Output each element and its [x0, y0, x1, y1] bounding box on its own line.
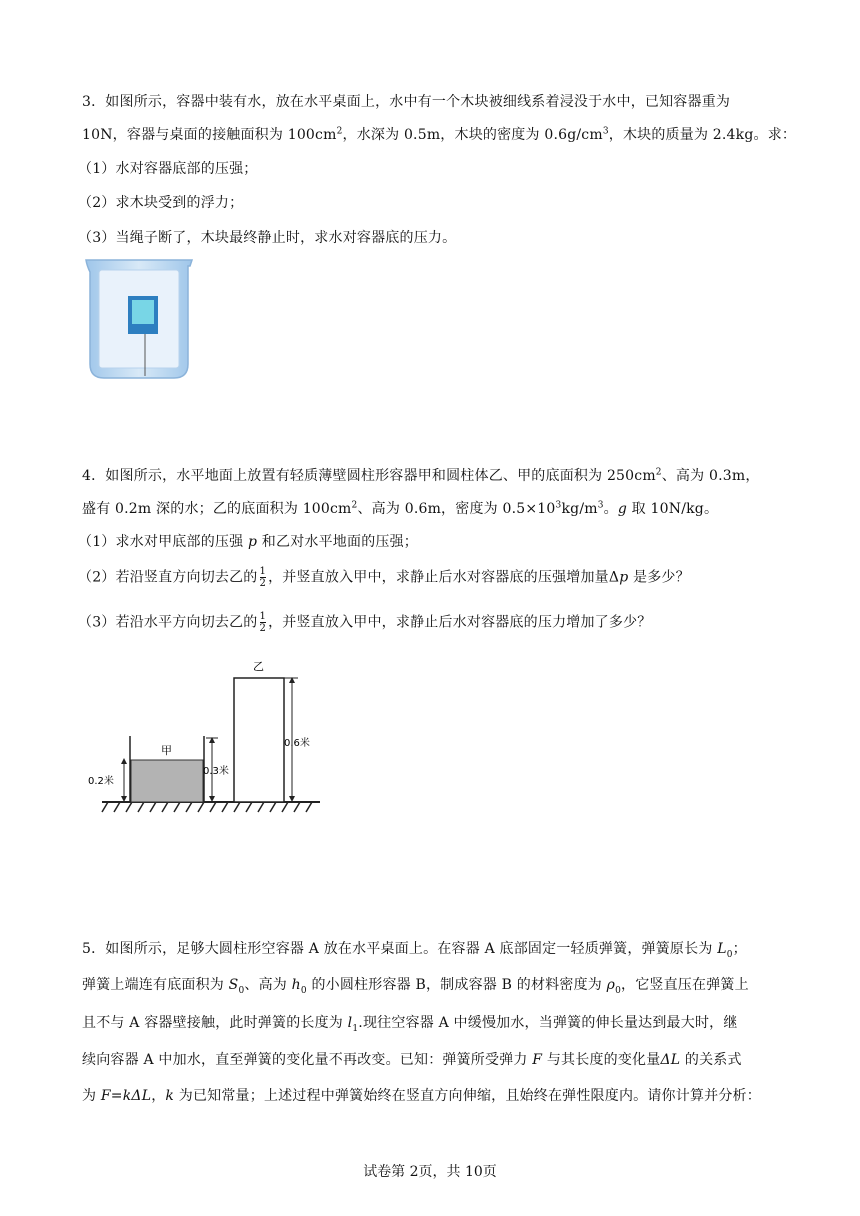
water	[131, 760, 203, 802]
q4-part-2: （2）若沿竖直方向切去乙的 $\frac{1}{2}$ ，并竖直放入甲中，求静止后水对容器底的压强增加量Δp 是多少？	[78, 566, 690, 589]
label-0-2: 0.2米	[88, 776, 114, 787]
label-0-6: 0.6米	[284, 738, 310, 749]
q5-line-5: 为 F=kΔL，k 为已知常量；上述过程中弹簧始终在竖直方向伸缩，且始终在弹性限度内。请你计算并分析：	[82, 1088, 761, 1104]
page-footer: 试卷第 2页，共 10页	[363, 1164, 497, 1180]
q3-line-1: 3．如图所示，容器中装有水，放在水平桌面上，水中有一个木块被细线系着浸没于水中，已知容器重为	[82, 94, 731, 110]
q3-part-1: （1）水对容器底部的压强；	[78, 161, 258, 177]
beaker-figure	[84, 256, 196, 382]
q5-line-4: 续向容器 A 中加水，直至弹簧的变化量不再改变。已知：弹簧所受弹力 F 与其长度的变化量ΔL 的关系式	[82, 1052, 742, 1068]
fraction-half: $\frac{1}{2}$	[259, 611, 267, 634]
q5-line-1: 5．如图所示，足够大圆柱形空容器 A 放在水平桌面上。在容器 A 底部固定一轻质弹簧，弹簧原长为 $L_0$；	[82, 941, 747, 960]
q3-part-3: （3）当绳子断了，木块最终静止时，求水对容器底的压力。	[78, 230, 457, 246]
q4-part-1: （1）求水对甲底部的压强 p 和乙对水平地面的压强；	[78, 534, 418, 550]
q3-part-2: （2）求木块受到的浮力；	[78, 195, 244, 211]
cylinder-yi	[234, 678, 284, 802]
q5-line-3: 且不与 A 容器壁接触，此时弹簧的长度为 $l_1$.现往空容器 A 中缓慢加水，当弹簧的伸长量达到最大时，继	[82, 1015, 738, 1034]
label-yi: 乙	[253, 660, 264, 673]
q5-line-2: 弹簧上端连有底面积为 $S_0$、高为 $h_0$ 的小圆柱形容器 B，制成容器 B 的材料密度为 $\rho_0$，它竖直压在弹簧上	[82, 977, 749, 996]
label-0-3: 0.3米	[203, 766, 229, 777]
q4-line-2: 盛有 0.2m 深的水；乙的底面积为 $100cm^2$、高为 0.6m，密度为 $0.5\times 10^3kg/m^3$。g 取 10N/kg。	[82, 500, 719, 517]
q4-part-3: （3）若沿水平方向切去乙的 $\frac{1}{2}$ ，并竖直放入甲中，求静止后水对容器底的压力增加了多少？	[78, 611, 652, 634]
ground-hatch	[102, 802, 312, 812]
label-jia: 甲	[161, 744, 172, 757]
containers-figure	[88, 650, 328, 820]
q4-line-1: 4．如图所示，水平地面上放置有轻质薄壁圆柱形容器甲和圆柱体乙、甲的底面积为 $250cm^2$、高为 0.3m，	[82, 467, 760, 484]
q3-line-2: 10N，容器与桌面的接触面积为 $100cm^2$，水深为 0.5m，木块的密度为 $0.6g/cm^3$，木块的质量为 2.4kg。求：	[82, 126, 797, 143]
fraction-half: $\frac{1}{2}$	[259, 566, 267, 589]
